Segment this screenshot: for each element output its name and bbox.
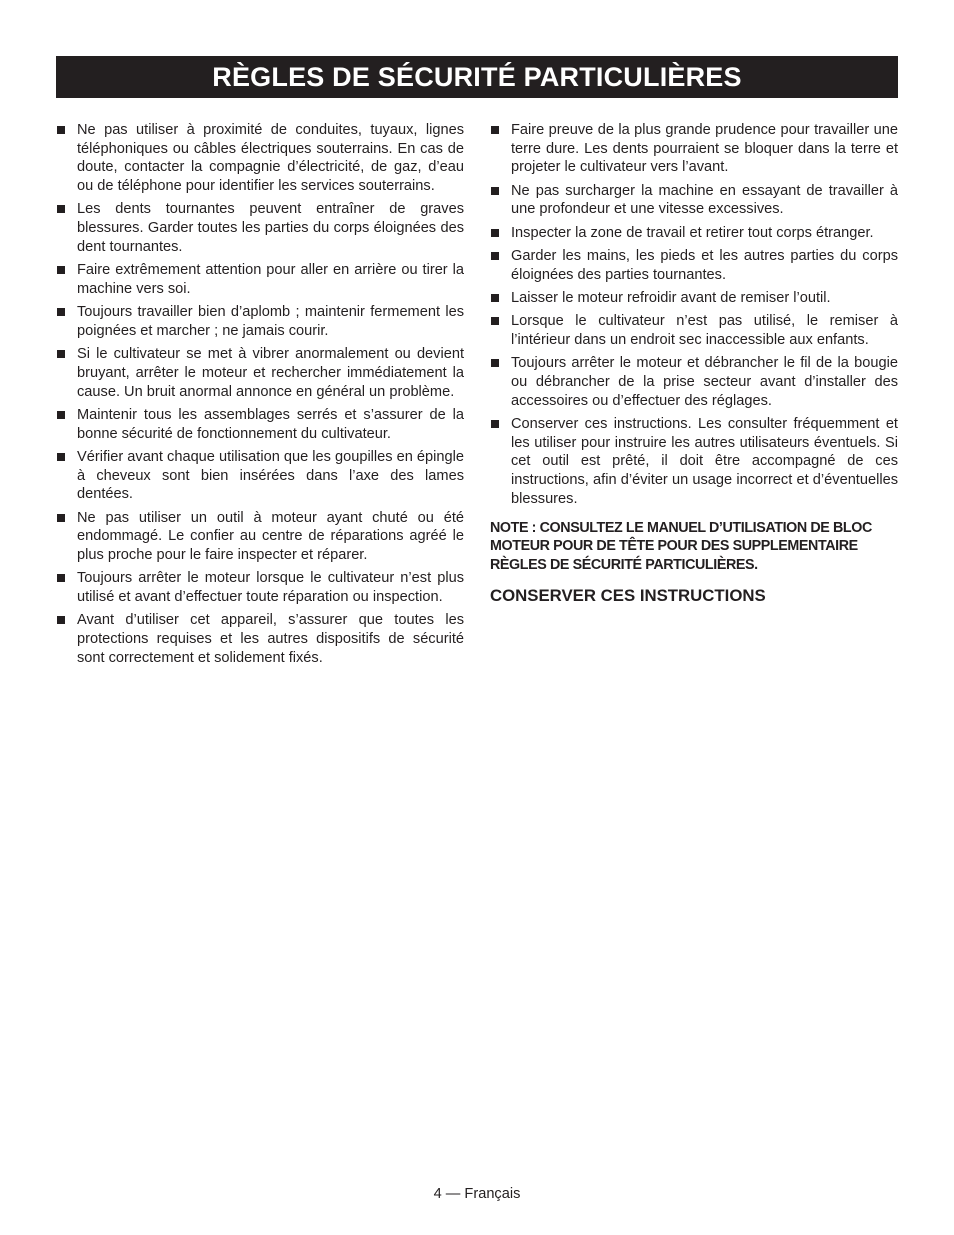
keep-instructions-heading: CONSERVER CES INSTRUCTIONS <box>490 586 766 606</box>
square-bullet-icon <box>491 294 499 302</box>
section-title-banner <box>56 56 898 98</box>
list-item-text: Toujours arrêter le moteur lorsque le cultivateur n’est plus utilisé et avant d’effectuer toute réparation ou inspection. <box>77 570 464 605</box>
list-item <box>490 312 898 349</box>
right-safety-rules-list <box>490 121 898 509</box>
square-bullet-icon <box>491 252 499 260</box>
square-bullet-icon <box>57 411 65 419</box>
square-bullet-icon <box>491 317 499 325</box>
left-column <box>56 121 464 672</box>
square-bullet-icon <box>57 126 65 134</box>
list-item <box>56 611 464 667</box>
list-item-text: Ne pas surcharger la machine en essayant de travailler à une profondeur et une vitesse excessives. <box>511 182 898 218</box>
square-bullet-icon <box>57 350 65 358</box>
list-item <box>56 406 464 443</box>
list-item-text: Vérifier avant chaque utilisation que les goupilles en épingle à cheveux sont bien insérées dans l’axe des lames dentées. <box>77 448 464 503</box>
left-safety-rules-list <box>56 121 464 667</box>
list-item <box>490 289 898 308</box>
square-bullet-icon <box>57 308 65 316</box>
list-item <box>56 345 464 401</box>
list-item <box>56 303 464 340</box>
list-item <box>490 182 898 219</box>
square-bullet-icon <box>57 205 65 213</box>
engine-manual-note: NOTE : CONSULTEZ LE MANUEL D’UTILISATION DE BLOC MOTEUR POUR DE TÊTE POUR DES SUPPLEMENTAIRE RÈGLES DE SÉCURITÉ PARTICULIÈRES. <box>490 519 872 573</box>
list-item-text: Garder les mains, les pieds et les autres parties du corps éloignées des parties tournantes. <box>511 248 898 283</box>
page-title: RÈGLES DE SÉCURITÉ PARTICULIÈRES <box>212 61 742 92</box>
list-item <box>56 569 464 606</box>
square-bullet-icon <box>491 359 499 367</box>
list-item-text: Les dents tournantes peuvent entraîner de graves blessures. Garder toutes les parties du corps éloignées des dent tournantes. <box>77 201 464 255</box>
square-bullet-icon <box>57 453 65 461</box>
square-bullet-icon <box>491 126 499 134</box>
list-item <box>56 261 464 298</box>
list-item-text: Avant d’utiliser cet appareil, s’assurer que toutes les protections requises et les autres dispositifs de sécurité sont correctement et solidement fixés. <box>77 612 464 666</box>
list-item <box>56 121 464 196</box>
list-item-text: Toujours travailler bien d’aplomb ; maintenir fermement les poignées et marcher ; ne jamais courir. <box>77 304 464 339</box>
list-item-text: Faire preuve de la plus grande prudence pour travailler une terre dure. Les dents pourraient se bloquer dans la terre et projeter le cultivateur vers l’avant. <box>511 122 898 176</box>
list-item-text: Ne pas utiliser à proximité de conduites, tuyaux, lignes téléphoniques ou câbles électriques souterrains. En cas de doute, contacter la compagnie d’électricité, de gaz, d’eau ou de téléphone pour identifier les services souterrains. <box>77 122 464 195</box>
square-bullet-icon <box>491 420 499 428</box>
list-item <box>56 200 464 256</box>
list-item-text: Lorsque le cultivateur n’est pas utilisé, le remiser à l’intérieur dans un endroit sec inaccessible aux enfants. <box>511 313 898 348</box>
list-item-text: Maintenir tous les assemblages serrés et s’assurer de la bonne sécurité de fonctionnement du cultivateur. <box>77 406 464 442</box>
list-item-text: Laisser le moteur refroidir avant de remiser l’outil. <box>511 290 831 306</box>
square-bullet-icon <box>491 229 499 237</box>
list-item <box>490 224 898 243</box>
list-item <box>56 448 464 504</box>
list-item-text: Toujours arrêter le moteur et débrancher le fil de la bougie ou débrancher de la prise secteur avant d’installer des accessoires ou d’effectuer des réglages. <box>511 355 898 409</box>
square-bullet-icon <box>57 574 65 582</box>
square-bullet-icon <box>57 266 65 274</box>
list-item <box>490 415 898 509</box>
square-bullet-icon <box>57 514 65 522</box>
list-item <box>490 121 898 177</box>
list-item-text: Conserver ces instructions. Les consulter fréquemment et les utiliser pour instruire les autres utilisateurs éventuels. Si cet outil est prêté, il doit être accompagné de ces instructions, afin d’éviter un usage incorrect et d’éventuelles blessures. <box>511 416 898 507</box>
page-footer: 4 — Français <box>433 1186 521 1202</box>
square-bullet-icon <box>491 187 499 195</box>
list-item <box>490 354 898 410</box>
list-item-text: Faire extrêmement attention pour aller en arrière ou tirer la machine vers soi. <box>77 262 464 297</box>
list-item <box>56 509 464 565</box>
square-bullet-icon <box>57 616 65 624</box>
list-item-text: Ne pas utiliser un outil à moteur ayant chuté ou été endommagé. Le confier au centre de réparations agréé le plus proche pour le faire inspecter et réparer. <box>77 509 464 563</box>
list-item-text: Si le cultivateur se met à vibrer anormalement ou devient bruyant, arrêter le moteur et rechercher immédiatement la cause. Un bruit anormal annonce en général un problème. <box>77 346 464 400</box>
list-item-text: Inspecter la zone de travail et retirer tout corps étranger. <box>511 224 874 241</box>
right-column <box>490 121 898 606</box>
list-item <box>490 247 898 284</box>
